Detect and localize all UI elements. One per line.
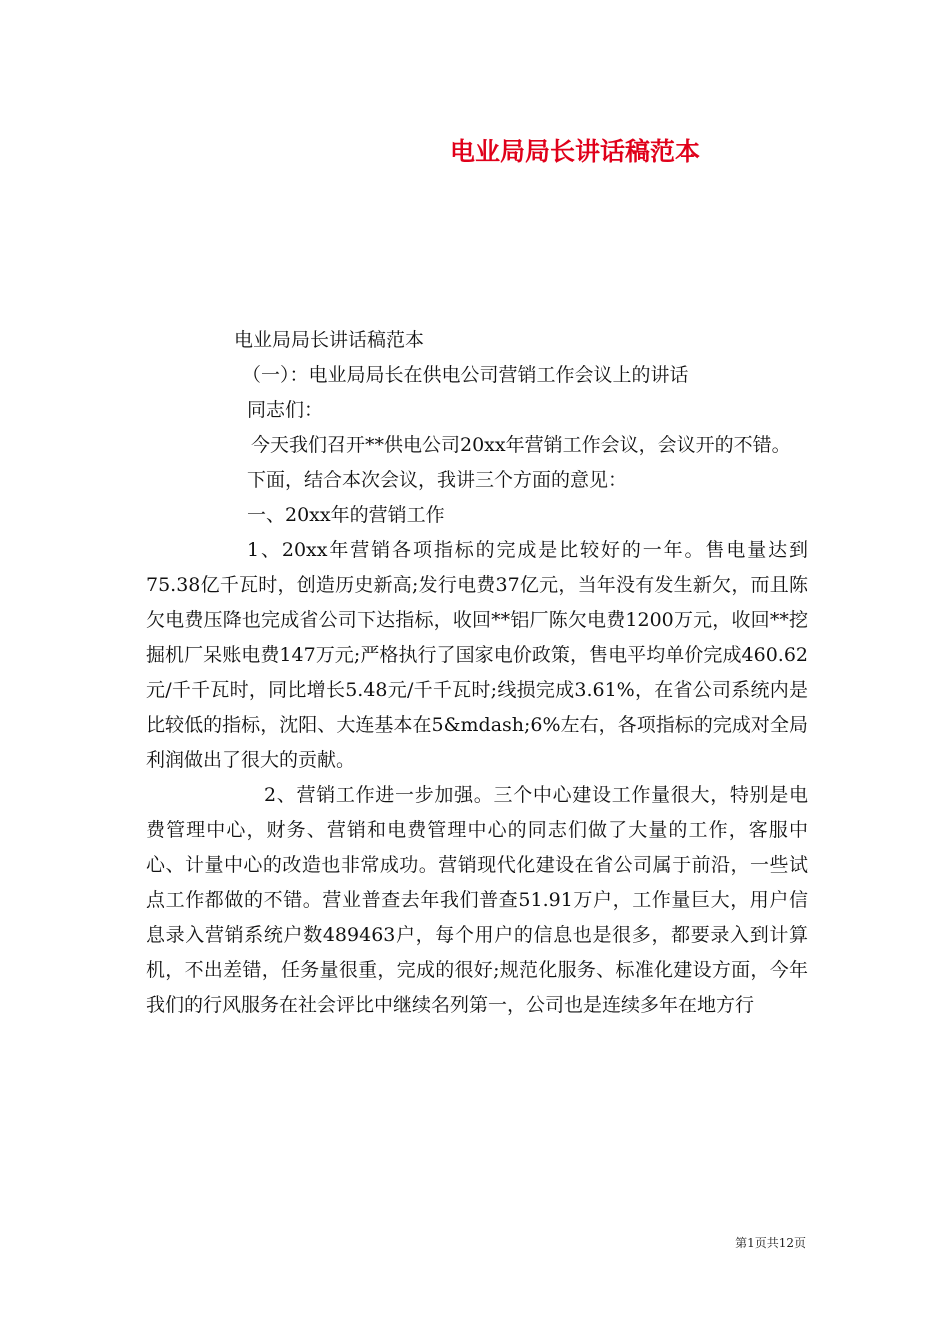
speech-subtitle: （一）：电业局局长在供电公司营销工作会议上的讲话 <box>242 364 689 386</box>
body-heading: 电业局局长讲话稿范本 <box>234 329 425 351</box>
paragraph-point-1: 1、20xx年营销各项指标的完成是比较好的一年。售电量达到75.38亿千瓦时，创造历史新高;发行电费37亿元，当年没有发生新欠，而且陈欠电费压降也完成省公司下达指标，收回**铝厂陈欠电费1200万元，收回**挖掘机厂呆账电费147万元;严格执行了国家电价政策，售电平均单价完成460.62元/千千瓦时，同比增长5.48元/千千瓦时;线损完成3.61%，在省公司系统内是比较低的指标，沈阳、大连基本在5&mdash;6%左右，各项指标的完成对全局利润做出了很大的贡献。 <box>146 539 808 771</box>
document-body <box>146 323 808 1023</box>
page-title: 电业局局长讲话稿范本 <box>449 137 700 166</box>
paragraph-point-2: 2、营销工作进一步加强。三个中心建设工作量很大，特别是电费管理中心，财务、营销和电费管理中心的同志们做了大量的工作，客服中心、计量中心的改造也非常成功。营销现代化建设在省公司属于前沿，一些试点工作都做的不错。营业普查去年我们普查51.91万户，工作量巨大，用户信息录入营销系统户数489463户，每个用户的信息也是很多，都要录入到计算机，不出差错，任务量很重，完成的很好;规范化服务、标准化建设方面，今年我们的行风服务在社会评比中继续名列第一，公司也是连续多年在地方行 <box>146 784 808 1016</box>
paragraph-intro: 下面，结合本次会议，我讲三个方面的意见： <box>247 469 628 491</box>
greeting: 同志们： <box>247 399 324 421</box>
section-heading-1: 一、20xx年的营销工作 <box>247 504 445 526</box>
paragraph-opening: 今天我们召开**供电公司20xx年营销工作会议，会议开的不错。 <box>251 434 791 456</box>
page-number: 第1页共12页 <box>735 1236 806 1250</box>
